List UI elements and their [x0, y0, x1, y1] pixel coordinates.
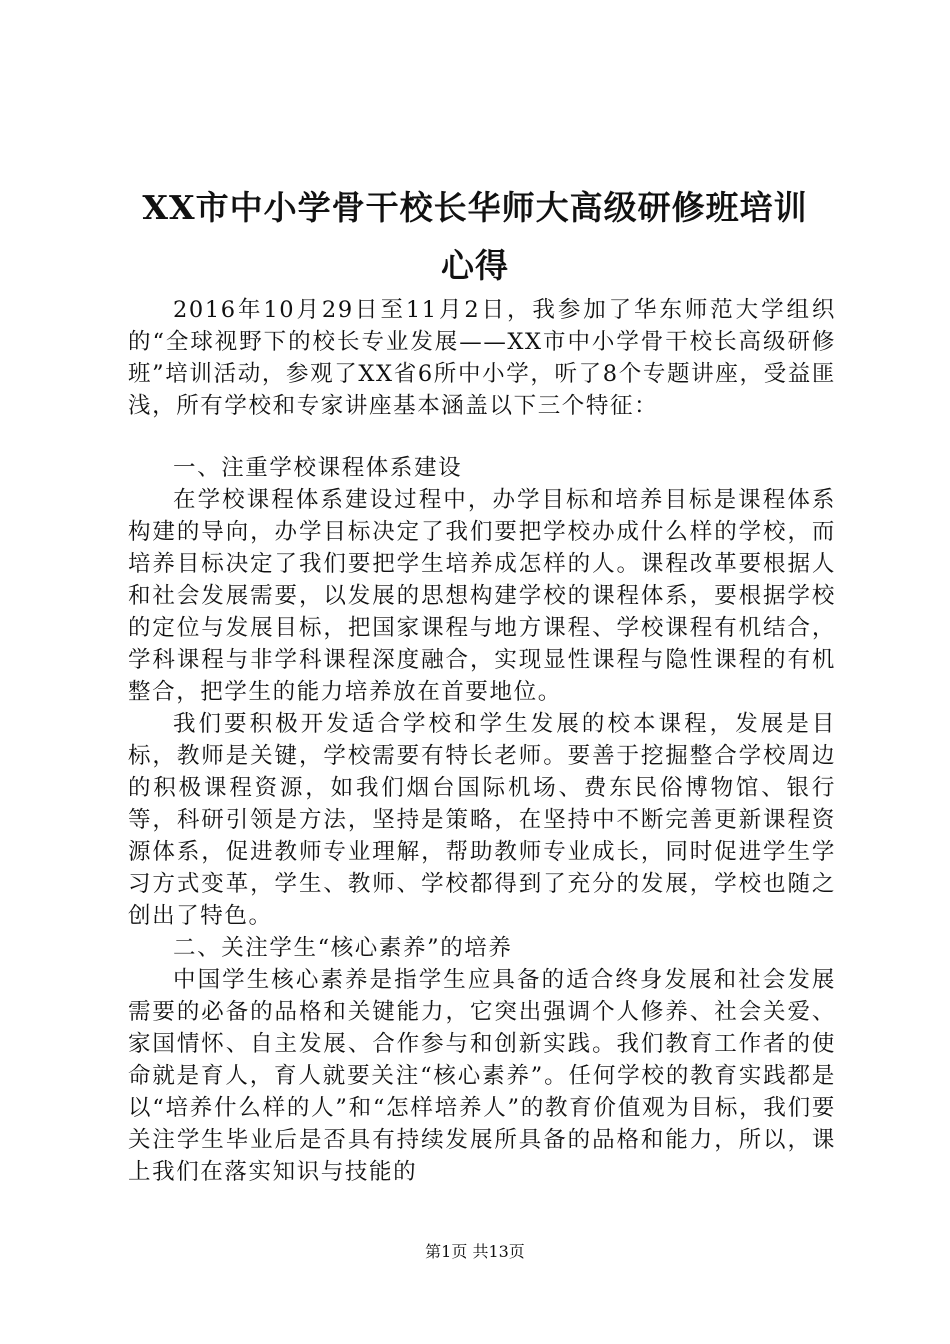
intro-paragraph: 2016年10月29日至11月2日，我参加了华东师范大学组织的“全球视野下的校长专业发展——XX市中小学骨干校长高级研修班”培训活动，参观了XX省6所中小学，听了8个专题讲座，受益匪浅，所有学校和专家讲座基本涵盖以下三个特征：	[128, 297, 836, 419]
document-body	[128, 294, 836, 1188]
document-title-line-2: 心得	[441, 246, 509, 285]
body-paragraph: 中国学生核心素养是指学生应具备的适合终身发展和社会发展需要的必备的品格和关键能力，它突出强调个人修养、社会关爱、家国情怀、自主发展、合作参与和创新实践。我们教育工作者的使命就是育人，育人就要关注“核心素养”。任何学校的教育实践都是以“培养什么样的人”和“怎样培养人”的教育价值观为目标，我们要关注学生毕业后是否具有持续发展所具备的品格和能力，所以，课上我们在落实知识与技能的	[128, 967, 836, 1185]
section-heading-1: 一、注重学校课程体系建设	[173, 455, 463, 481]
document-title-line-1: XX市中小学骨干校长华师大高级研修班培训	[142, 188, 808, 227]
body-paragraph: 我们要积极开发适合学校和学生发展的校本课程，发展是目标，教师是关键，学校需要有特长老师。要善于挖掘整合学校周边的积极课程资源，如我们烟台国际机场、费东民俗博物馆、银行等，科研引领是方法，坚持是策略，在坚持中不断完善更新课程资源体系，促进教师专业理解，帮助教师专业成长，同时促进学生学习方式变革，学生、教师、学校都得到了充分的发展，学校也随之创出了特色。	[128, 711, 836, 929]
body-paragraph: 在学校课程体系建设过程中，办学目标和培养目标是课程体系构建的导向，办学目标决定了我们要把学校办成什么样的学校，而培养目标决定了我们要把学生培养成怎样的人。课程改革要根据人和社会发展需要，以发展的思想构建学校的课程体系，要根据学校的定位与发展目标，把国家课程与地方课程、学校课程有机结合，学科课程与非学科课程深度融合，实现显性课程与隐性课程的有机整合，把学生的能力培养放在首要地位。	[128, 487, 836, 705]
page-number-footer: 第1页 共13页	[425, 1242, 525, 1261]
section-heading-2: 二、关注学生“核心素养”的培养	[173, 935, 513, 961]
paragraph-spacer	[128, 422, 836, 452]
